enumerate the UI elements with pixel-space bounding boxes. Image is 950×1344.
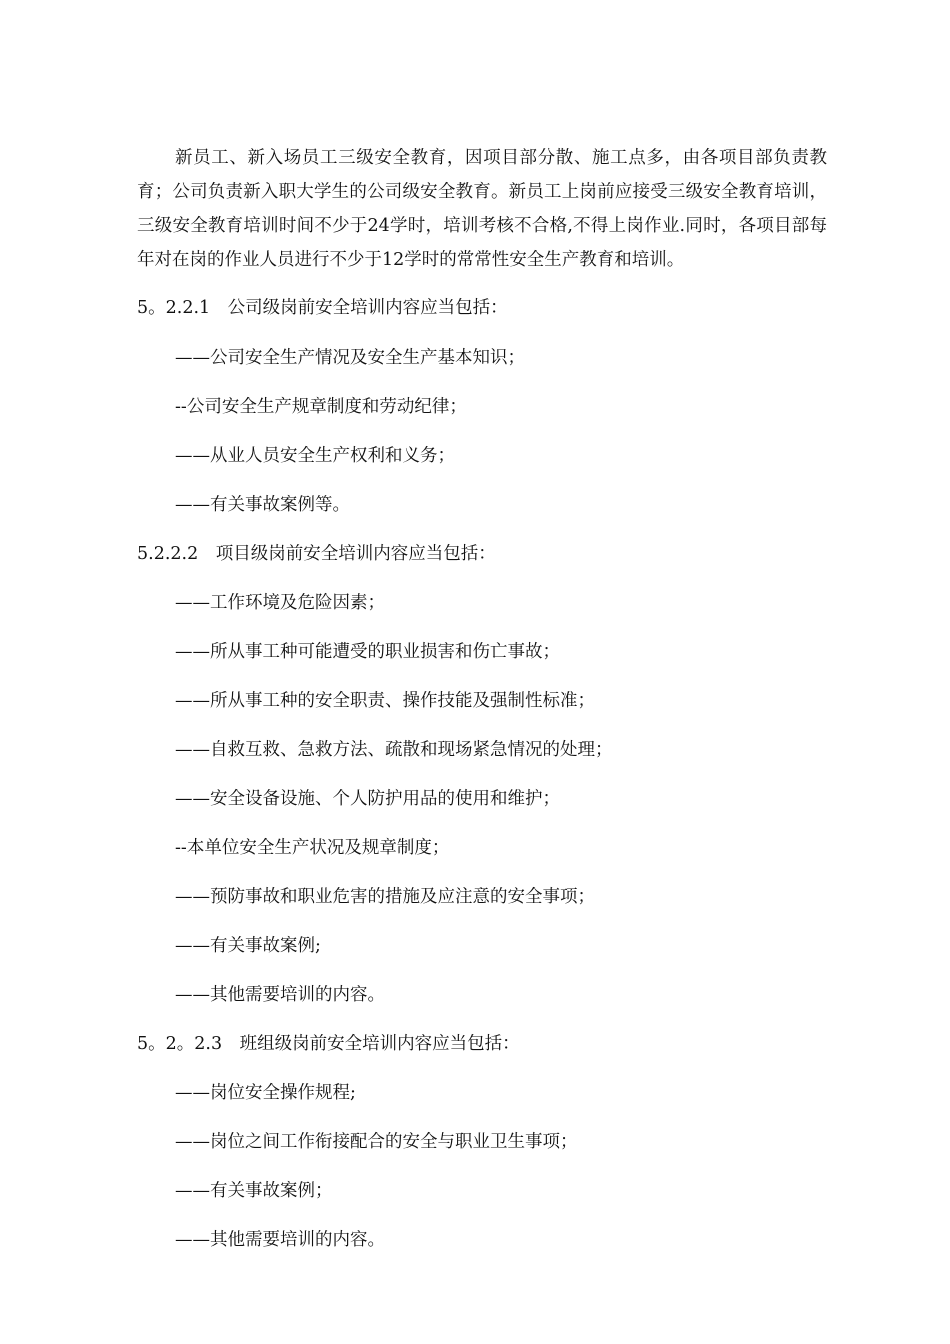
section-heading-1: 5。2.2.1 公司级岗前安全培训内容应当包括：: [137, 298, 508, 318]
list-item: ——所从事工种的安全职责、操作技能及强制性标准；: [175, 691, 595, 711]
section-heading-2: 5.2.2.2 项目级岗前安全培训内容应当包括：: [137, 544, 496, 564]
list-item: ——有关事故案例等。: [175, 495, 350, 515]
list-item: ——工作环境及危险因素；: [175, 593, 385, 613]
list-item: ——有关事故案例;: [175, 936, 321, 956]
list-item: ——岗位之间工作衔接配合的安全与职业卫生事项；: [175, 1132, 578, 1152]
list-item: --公司安全生产规章制度和劳动纪律；: [175, 397, 467, 417]
list-item: ——安全设备设施、个人防护用品的使用和维护；: [175, 789, 560, 809]
list-item: --本单位安全生产状况及规章制度；: [175, 838, 450, 858]
list-item: ——所从事工种可能遭受的职业损害和伤亡事故；: [175, 642, 560, 662]
list-item: ——岗位安全操作规程;: [175, 1083, 356, 1103]
list-item: ——自救互救、急救方法、疏散和现场紧急情况的处理；: [175, 740, 613, 760]
list-item: ——其他需要培训的内容。: [175, 1230, 385, 1250]
list-item: ——预防事故和职业危害的措施及应注意的安全事项；: [175, 887, 595, 907]
list-item: ——公司安全生产情况及安全生产基本知识；: [175, 348, 525, 368]
list-item: ——有关事故案例；: [175, 1181, 333, 1201]
list-item: ——其他需要培训的内容。: [175, 985, 385, 1005]
section-heading-3: 5。2。2.3 班组级岗前安全培训内容应当包括：: [137, 1034, 520, 1054]
intro-paragraph: 新员工、新入场员工三级安全教育，因项目部分散、施工点多，由各项目部负责教育；公司负责新入职大学生的公司级安全教育。新员工上岗前应接受三级安全教育培训，三级安全教育培训时间不少于24学时，培训考核不合格,不得上岗作业.同时，各项目部每年对在岗的作业人员进行不少于12学时的常常性安全生产教育和培训。: [137, 148, 827, 270]
list-item: ——从业人员安全生产权利和义务；: [175, 446, 455, 466]
